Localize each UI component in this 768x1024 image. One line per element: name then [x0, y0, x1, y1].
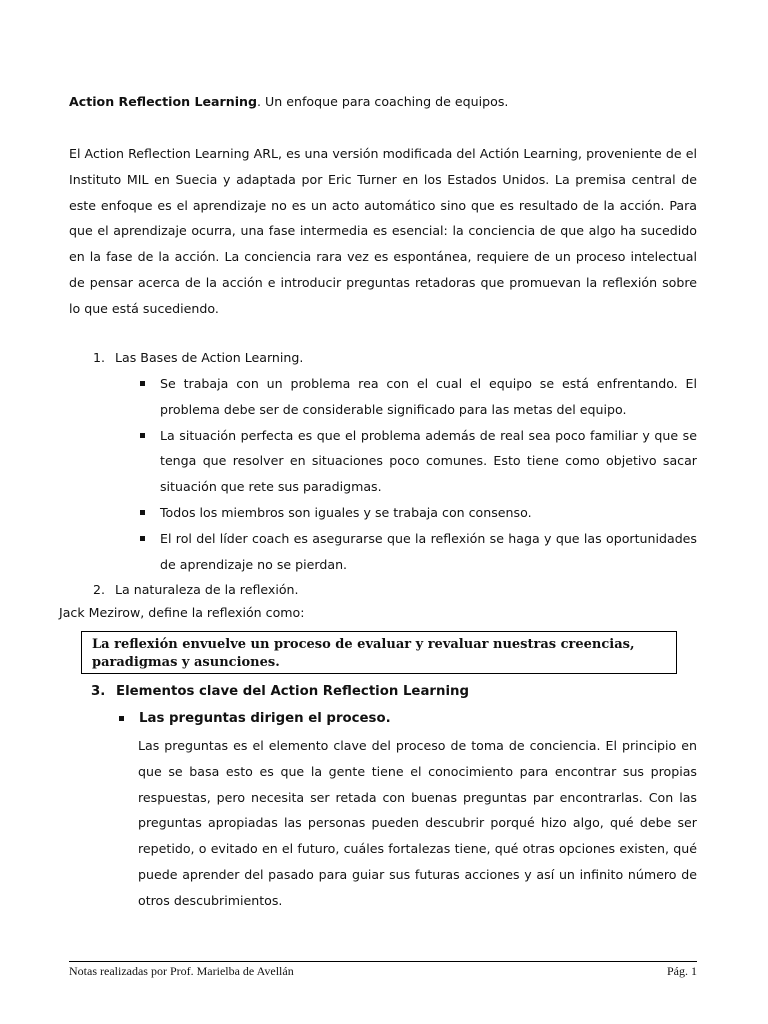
- section-3-paragraph: Las preguntas es el elemento clave del proceso de toma de conciencia. El principio en que se basa esto es que la gente tiene el conocimiento para encontrar sus propias respuestas, pero necesita ser retada con buenas preguntas par encontrarlas. Con las preguntas apropiadas las personas pueden descubrir porqué hizo algo, qué debe ser repetido, o evitado en el futuro, cuáles fortalezas tiene, qué otras opciones existen, qué puede aprender del pasado para guiar sus futuras acciones y así un infinito número de otros descubrimientos.: [138, 738, 697, 908]
- list-label-2: La naturaleza de la reflexión.: [115, 582, 299, 597]
- section-3-subheading: [139, 709, 391, 729]
- footer-divider: [69, 961, 697, 962]
- bullet-icon: [140, 536, 145, 541]
- bullet-list: [160, 371, 697, 577]
- bullet-icon: [140, 381, 145, 386]
- section-3-number: 3.: [91, 684, 106, 699]
- section-3-subtitle: Las preguntas dirigen el proceso.: [139, 711, 391, 726]
- bullet-text: El rol del líder coach es asegurarse que la reflexión se haga y que las oportunidades de aprendizaje no se pierdan.: [160, 530, 697, 572]
- bullet-text: La situación perfecta es que el problema además de real sea poco familiar y que se tenga que resolver en situaciones poco comunes. Esto tiene como objetivo sacar situación que rete sus paradigmas.: [160, 427, 697, 495]
- bullet-text: Se trabaja con un problema rea con el cual el equipo se está enfrentando. El problema debe ser de considerable significado para las metas del equipo.: [160, 376, 697, 417]
- bullet-item: [160, 500, 697, 526]
- list-number-2: 2.: [93, 582, 106, 597]
- quote-box: La reflexión envuelve un proceso de evaluar y revaluar nuestras creencias, paradigmas y asunciones.: [81, 631, 677, 674]
- list-label-1: Las Bases de Action Learning.: [115, 350, 304, 365]
- bullet-text: Todos los miembros son iguales y se trabaja con consenso.: [160, 504, 532, 520]
- list-item-1: [93, 348, 303, 368]
- bullet-icon: [119, 716, 124, 721]
- mezirow-line: Jack Mezirow, define la reflexión como:: [59, 605, 305, 620]
- footer-author: Notas realizadas por Prof. Marielba de Avellán: [69, 964, 294, 978]
- bullet-item: [160, 526, 697, 578]
- section-3-title: Elementos clave del Action Reflection Learning: [116, 684, 469, 699]
- intro-paragraph: El Action Reflection Learning ARL, es una versión modificada del Actión Learning, proveniente de el Instituto MIL en Suecia y adaptada por Eric Turner en los Estados Unidos. La premisa central de este enfoque es el aprendizaje no es un acto automático sino que es resultado de la acción. Para que el aprendizaje ocurra, una fase intermedia es esencial: la conciencia de que algo ha sucedido en la fase de la acción. La conciencia rara vez es espontánea, requiere de un proceso intelectual de pensar acerca de la acción e introducir preguntas retadoras que promuevan la reflexión sobre lo que está sucediendo.: [69, 146, 697, 316]
- list-number-1: 1.: [93, 350, 106, 365]
- footer-page-number: Pág. 1: [667, 964, 697, 978]
- document-title: [69, 92, 508, 112]
- title-bold: Action Reflection Learning: [69, 94, 258, 109]
- bullet-item: [160, 371, 697, 423]
- bullet-icon: [140, 433, 145, 438]
- bullet-icon: [140, 510, 145, 515]
- bullet-item: [160, 423, 697, 500]
- section-3-heading: [91, 682, 469, 702]
- title-rest: . Un enfoque para coaching de equipos.: [257, 94, 509, 109]
- list-item-2: [93, 580, 299, 600]
